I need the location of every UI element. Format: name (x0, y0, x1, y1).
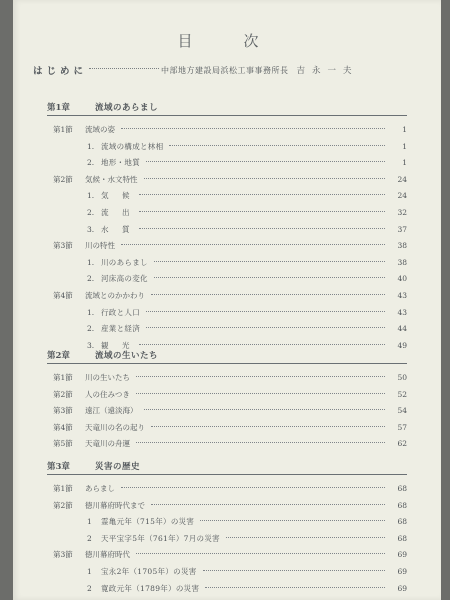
entry-number: 第2節 (53, 500, 73, 510)
entry-number: 第3節 (53, 406, 73, 416)
entry-title: 行政と人口 (101, 307, 140, 317)
page-number: 44 (397, 324, 407, 334)
page-number: 52 (397, 389, 407, 399)
dot-leader (144, 178, 386, 179)
entry-title: 産業と経済 (101, 324, 140, 334)
preface-author-title: 中部地方建設局浜松工事事務所長 (161, 65, 289, 75)
preface-label: はじめに (33, 66, 88, 77)
entry-title: 川の生いたち (85, 373, 130, 382)
chapter-number: 第1章 (47, 103, 70, 113)
dot-leader (139, 211, 386, 212)
page-number: 40 (397, 274, 407, 284)
toc-entry (47, 240, 407, 251)
entry-title: 流域の姿 (85, 125, 115, 134)
page-number: 68 (397, 517, 407, 527)
entry-title: 寛政元年（1789年）の災害 (101, 583, 200, 593)
toc-entry (47, 190, 407, 201)
toc-entry (47, 323, 407, 334)
dot-leader (139, 228, 386, 229)
toc-entry (47, 307, 407, 318)
chapter-number: 第3章 (47, 462, 70, 472)
toc-entry (47, 174, 407, 185)
dot-leader (146, 311, 385, 312)
entry-number: 1. (87, 191, 95, 201)
dot-leader (121, 487, 385, 488)
toc-entry (47, 583, 407, 594)
page-number: 50 (397, 373, 407, 382)
page-number: 54 (397, 406, 407, 416)
entry-title: 人の住みつき (85, 389, 130, 399)
dot-leader (146, 327, 385, 328)
dot-leader (136, 442, 385, 443)
dot-leader (144, 409, 386, 410)
entry-number: 1 (87, 567, 92, 576)
entry-title: 川のあらまし (101, 257, 148, 267)
chapter-title: 流域のあらまし (95, 103, 159, 113)
page-number: 69 (397, 567, 407, 576)
chapter-heading (47, 349, 407, 361)
dot-leader (121, 128, 385, 129)
entry-title: 流域とのかかわり (85, 291, 145, 300)
dot-leader (169, 145, 385, 146)
dot-leader (136, 553, 385, 554)
entry-title: 河床高の変化 (101, 274, 148, 284)
page-number: 32 (397, 208, 407, 217)
entry-title: 天平宝字5年（761年）7月の災害 (101, 533, 220, 543)
entry-number: 第3節 (53, 550, 73, 560)
page-number: 43 (397, 291, 407, 300)
toc-entry (47, 422, 407, 433)
chapter-title: 流域の生いたち (95, 351, 159, 361)
dot-leader (151, 426, 385, 427)
entry-title: 遠江（遠淡海） (85, 406, 138, 416)
dot-leader (89, 68, 159, 69)
dot-leader (154, 277, 385, 278)
entry-title: 天竜川の名の起り (85, 422, 145, 432)
chapter-title: 災害の歴史 (95, 462, 141, 472)
toc-entry (47, 516, 407, 527)
entry-number: 2. (87, 324, 95, 334)
dot-leader (136, 393, 385, 394)
entry-title: 流域の構成と林相 (101, 141, 164, 151)
page-number: 57 (397, 422, 407, 432)
entry-number: 2 (87, 533, 92, 543)
toc-entry (47, 157, 407, 168)
toc-entry (47, 273, 407, 284)
entry-title: 流 出 (101, 208, 133, 217)
entry-title: あらまし (85, 484, 115, 493)
dot-leader (205, 587, 385, 588)
toc-entry (47, 224, 407, 235)
page-number: 1 (402, 125, 407, 134)
page-number: 69 (397, 583, 407, 593)
toc-entry (47, 207, 407, 218)
entry-number: 第1節 (53, 373, 73, 382)
chapter-rule (47, 115, 407, 116)
dot-leader (146, 161, 385, 162)
toc-entry (47, 290, 407, 301)
entry-title: 川の特性 (85, 241, 115, 251)
entry-title: 観 光 (101, 340, 133, 350)
toc-entry (47, 372, 407, 383)
dot-leader (151, 294, 385, 295)
page-number: 24 (397, 191, 407, 201)
entry-number: 2 (87, 583, 92, 593)
page-number: 37 (397, 224, 407, 234)
entry-number: 第2節 (53, 174, 73, 184)
toc-entry (47, 257, 407, 268)
page-number: 38 (397, 257, 407, 267)
chapter-number: 第2章 (47, 351, 70, 361)
page-number: 68 (397, 500, 407, 510)
entry-title: 気 候 (101, 191, 133, 201)
toc-entry (47, 500, 407, 511)
entry-number: 第2節 (53, 389, 73, 399)
page-number: 68 (397, 533, 407, 543)
book-page (13, 0, 441, 600)
toc-entry (47, 566, 407, 577)
entry-number: 第4節 (53, 291, 73, 300)
dot-leader (151, 504, 385, 505)
entry-number: 2. (87, 208, 95, 217)
dot-leader (139, 344, 386, 345)
entry-number: 第4節 (53, 422, 73, 432)
chapter-heading (47, 460, 407, 472)
entry-number: 1. (87, 141, 95, 151)
toc-entry (47, 405, 407, 416)
toc-entry (47, 483, 407, 494)
entry-title: 霊亀元年（715年）の災害 (101, 517, 195, 527)
entry-title: 地形・地質 (101, 158, 140, 168)
chapter-rule (47, 363, 407, 364)
page-number: 43 (397, 307, 407, 317)
entry-number: 3. (87, 340, 95, 350)
dot-leader (226, 537, 385, 538)
page-number: 1 (402, 158, 407, 168)
toc-entry (47, 389, 407, 400)
entry-title: 徳川幕府時代まで (85, 500, 145, 510)
dot-leader (136, 376, 385, 377)
dot-leader (203, 570, 385, 571)
toc-entry (47, 533, 407, 544)
entry-number: 第1節 (53, 125, 73, 134)
entry-number: 第5節 (53, 439, 73, 449)
page-number: 38 (397, 241, 407, 251)
page-number: 1 (402, 141, 407, 151)
dot-leader (121, 244, 385, 245)
entry-number: 1. (87, 257, 95, 267)
entry-number: 第3節 (53, 241, 73, 251)
entry-title: 天竜川の舟運 (85, 439, 130, 449)
page-number: 62 (397, 439, 407, 449)
entry-title: 水 質 (101, 224, 133, 234)
entry-number: 1. (87, 307, 95, 317)
dot-leader (139, 194, 386, 195)
chapter-rule (47, 474, 407, 475)
dot-leader (200, 520, 385, 521)
entry-title: 気候・水文特性 (85, 174, 138, 184)
toc-entry (47, 141, 407, 152)
page-number: 69 (397, 550, 407, 560)
toc-entry (47, 438, 407, 449)
entry-number: 3. (87, 224, 95, 234)
dot-leader (154, 261, 385, 262)
page-title: 目 次 (177, 32, 277, 50)
entry-title: 徳川幕府時代 (85, 550, 130, 560)
entry-number: 2. (87, 158, 95, 168)
preface-author-name: 吉永一夫 (296, 66, 359, 76)
preface-entry (33, 63, 413, 77)
toc-entry (47, 124, 407, 135)
page-number: 49 (397, 340, 407, 350)
page-number: 24 (397, 174, 407, 184)
page-number: 68 (397, 484, 407, 493)
entry-title: 宝永2年（1705年）の災害 (101, 567, 197, 576)
entry-number: 2. (87, 274, 95, 284)
entry-number: 第1節 (53, 484, 73, 493)
toc-entry (47, 549, 407, 560)
entry-number: 1 (87, 517, 92, 527)
chapter-heading (47, 101, 407, 113)
